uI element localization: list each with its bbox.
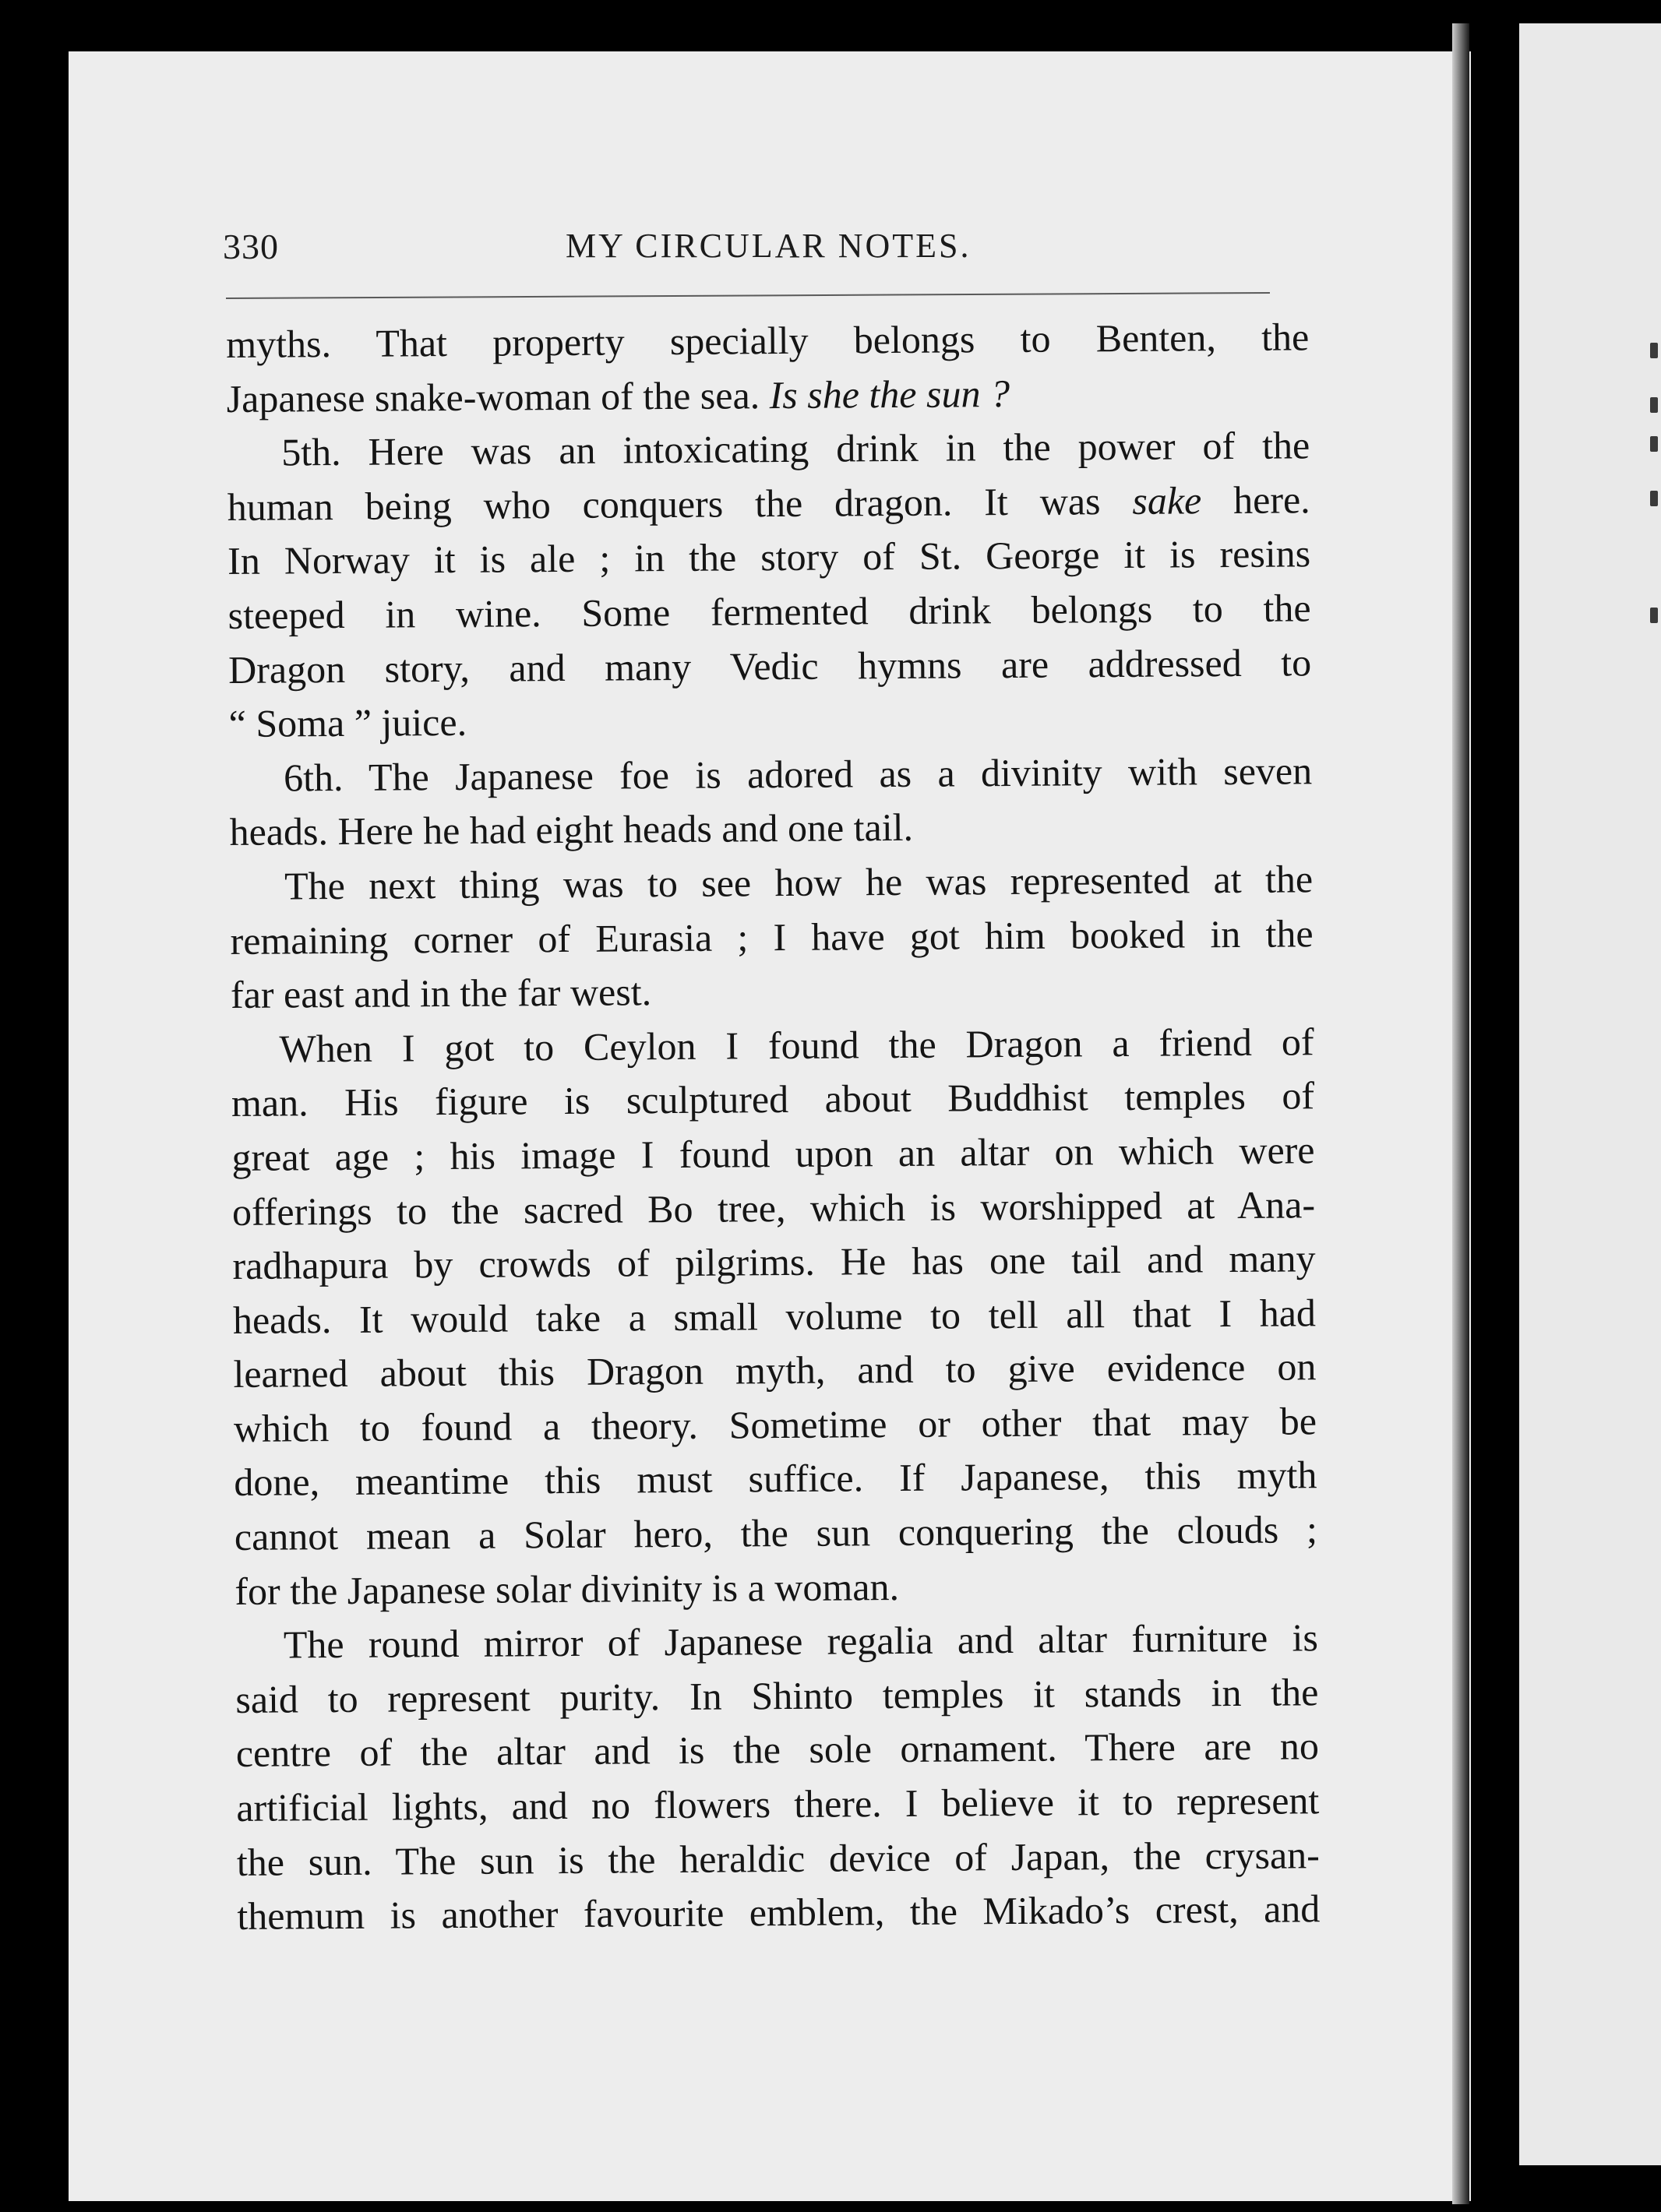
- page-header: [223, 226, 1306, 273]
- facing-page-text-fragment: [1650, 491, 1658, 506]
- text-line: The round mirror of Japanese regalia and altar furniture is: [283, 1615, 1319, 1667]
- text-line: 5th. Here was an intoxicating drink in the power of the: [281, 423, 1310, 474]
- text-line: “ Soma ” juice.: [228, 700, 467, 746]
- text-line: far east and in the far west.: [230, 970, 652, 1017]
- text-line: The next thing was to see how he was represented at the: [284, 857, 1314, 908]
- facing-page-text-fragment: [1650, 343, 1658, 358]
- text-line: remaining corner of Eurasia ; I have got him booked in the: [230, 911, 1314, 963]
- text-line: the sun. The sun is the heraldic device of Japan, the crysan-: [236, 1832, 1321, 1884]
- facing-page-text-fragment: [1650, 608, 1658, 623]
- text-line: heads. Here he had eight heads and one tail.: [229, 805, 914, 854]
- text-line: centre of the altar and is the sole ornament. There are no: [235, 1724, 1320, 1776]
- text-line: done, meantime this must suffice. If Japanese, this myth: [234, 1453, 1317, 1505]
- text-line: human being who conquers the dragon. It was sake here.: [227, 477, 1310, 529]
- text-line: offerings to the sacred Bo tree, which is worshipped at Ana-: [231, 1182, 1316, 1234]
- page-gutter-shadow: [1452, 23, 1469, 2204]
- facing-page-edge: [1519, 23, 1661, 2165]
- text-line: man. His figure is sculptured about Buddhist temples of: [231, 1073, 1315, 1125]
- facing-page-text-fragment: [1650, 397, 1658, 413]
- text-line: 6th. The Japanese foe is adored as a divinity with seven: [283, 748, 1313, 800]
- facing-page-text-fragment: [1650, 436, 1658, 452]
- text-line: artificial lights, and no flowers there. I believe it to represent: [236, 1778, 1320, 1830]
- text-line: When I got to Ceylon I found the Dragon a friend of: [279, 1019, 1314, 1071]
- running-head: MY CIRCULAR NOTES.: [566, 227, 972, 265]
- text-line: for the Japanese solar divinity is a woman.: [235, 1564, 900, 1613]
- text-line: radhapura by crowds of pilgrims. He has one tail and many: [232, 1236, 1316, 1288]
- text-line: Dragon story, and many Vedic hymns are addressed to: [227, 639, 1312, 692]
- text-line: learned about this Dragon myth, and to give evidence on: [233, 1344, 1317, 1397]
- page-number: 330: [223, 227, 279, 266]
- text-line: In Norway it is ale ; in the story of St. George it is resins: [227, 531, 1311, 583]
- text-line: heads. It would take a small volume to tell all that I had: [232, 1290, 1317, 1342]
- text-line: myths. That property specially belongs to Benten, the: [226, 315, 1310, 366]
- text-line: themum is another favourite emblem, the Mikado’s crest, and: [237, 1886, 1321, 1939]
- body-text: [226, 310, 1321, 1943]
- text-line: Japanese snake-woman of the sea. Is she the sun ?: [226, 371, 1010, 421]
- text-line: cannot mean a Solar hero, the sun conquering the clouds ;: [234, 1507, 1318, 1559]
- text-line: steeped in wine. Some fermented drink belongs to the: [227, 586, 1311, 637]
- text-line: great age ; his image I found upon an altar on which were: [231, 1128, 1315, 1179]
- text-line: which to found a theory. Sometime or other that may be: [233, 1399, 1317, 1450]
- text-line: said to represent purity. In Shinto temples it stands in the: [235, 1670, 1319, 1721]
